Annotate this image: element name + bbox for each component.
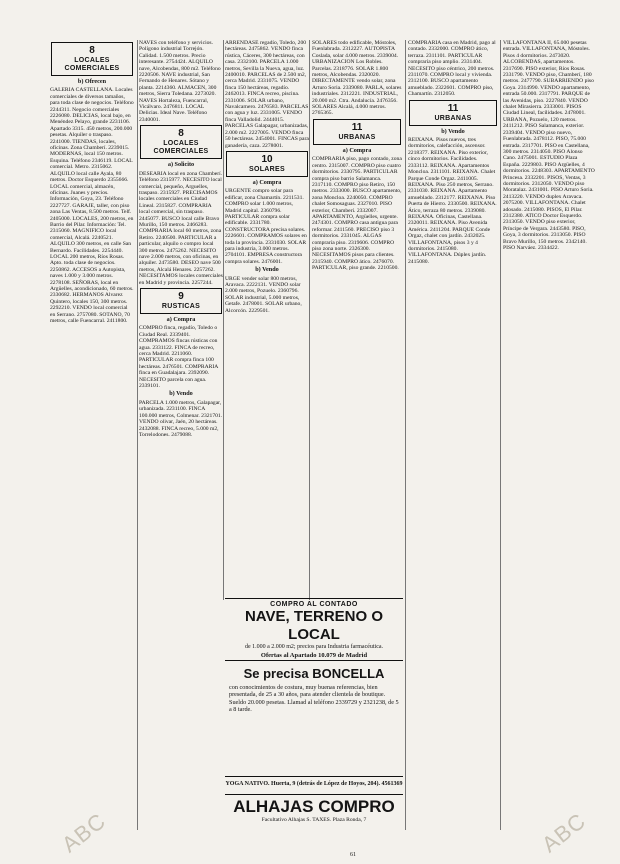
classified-column-4 <box>312 40 402 598</box>
subsection-heading: a) Compra <box>252 178 282 186</box>
classified-column-5 <box>408 40 498 830</box>
section-box-urbanas <box>409 100 497 126</box>
classified-text: SOLARES todo edificable, Móstoles, Fuenlabrada. 2312227. AUTOPISTA Coslada, solar 4.000 metros. 2339004. URBANIZACION Los Robles. Parcelas. 2318776. SOLAR 1.800 metros, Alcobendas. 2320020. DIRECTAMENTE vendo solar, zona Arturo Soria. 2339080. PARLA, solares industriales. 2312221. INDUSTRIAL, 20.000 m2. Ctra. Andalucía. 2476356. SOLARES Alcalá, 4.000 metros. 2765365. <box>312 40 402 117</box>
section-box-locales <box>140 125 222 159</box>
ad-text: con conocimientos de costura, muy buenas referencias, bien presentada, de 25 a 30 años, para atender clientela de boutique. Sueldo 20.000 pesetas. Llamad al teléfono 2339729 y 2321238, de 5 a 8 tarde. <box>229 684 399 714</box>
subsection-heading: a) Solicito <box>167 161 195 169</box>
ad-alhajas <box>225 794 403 831</box>
classified-column-1 <box>50 40 134 830</box>
section-title: LOCALES COMERCIALES <box>153 140 209 156</box>
ad-headline: ALHAJAS COMPRO <box>233 797 395 816</box>
classified-text: COMPRO finca, regadío, Toledo o Ciudad Real. 2339401. COMPRAMOS fincas rústicas con agua. 2331122. FINCA de recreo, cerca Madrid. 2211060. PARTICULAR compra finca 100 hectáreas. 2476501. COMPRARIA finca en Guadalajara. 2392090. NECESITO parcela con agua. 2339101. <box>139 325 218 390</box>
column-rule <box>223 40 224 600</box>
section-box-rusticas <box>140 288 222 314</box>
section-box-locales <box>51 42 133 76</box>
ad-headline: NAVE, TERRENO O LOCAL <box>244 608 384 643</box>
section-title: LOCALES COMERCIALES <box>64 57 120 72</box>
section-title: URBANAS <box>338 133 376 141</box>
abc-watermark: ABC <box>57 807 111 858</box>
classified-column-6 <box>503 40 595 830</box>
abc-watermark: ABC <box>537 807 591 858</box>
classified-text: URGE vender solar 800 metros, Aravaca. 2222131. VENDO solar 2.000 metros, Pozuelo. 2360796. SOLAR industrial, 5.000 metros, Getafe. 2478001. SOLAR urbano, Alcorcón. 2229501. <box>225 275 302 314</box>
column-rule <box>500 40 501 830</box>
ad-yoga <box>225 776 403 793</box>
subsection-heading: b) Ofrecen <box>77 78 107 85</box>
section-box-urbanas <box>313 119 401 145</box>
subsection-heading: b) Vendo <box>255 266 279 274</box>
classified-text: DESEARIA local en zona Chamberí. Teléfono 2315977. NECESITO local comercial, pequeño, Arguelles, traspaso. 2315927. PRECISAMOS locales comerciales en Ciudad Lineal. 2315827. COMPRARIA local comercial, sin traspaso. 2445077. BUSCO local calle Bravo Murillo, 150 metros. 2466283. COMPRARIA local 60 metros, zona Retiro. 2240500. PARTICULAR a particular, alquilo o compro local 300 metros. 2475262. NECESITO nave 2.000 metros, con oficinas, en alquiler. 2473580. DESEO nave 500 metros, Alcalá Henares. 2257262. NECESITAMOS locales comerciales en Madrid y provincia. 2257244. <box>139 170 223 286</box>
section-number: 10 <box>261 153 273 165</box>
section-title: RUSTICAS <box>161 303 201 310</box>
ad-contact: Ofertas al Apartado 10.079 de Madrid <box>260 652 368 659</box>
ad-boncella <box>225 660 403 774</box>
classified-text: COMPRARIA casa en Madrid, pago al contado. 2332000. COMPRO ático, terraza. 2311101. PARTICULAR compraría piso amplio. 2331404. NECESITO piso céntrico, 200 metros. 2311070. COMPRO local y vivienda. 2312100. BUSCO apartamento amueblado. 2322601. COMPRO piso, Chamartín. 2312050. <box>408 40 496 98</box>
section-number: 11 <box>447 102 459 114</box>
classified-text: VILLAFONTANA II, 65.000 pesetas entrada. VILLAFONTANA, Móstoles. Pisos 4 dormitorios. 2473020. ALCOBENDAS, apartamentos. 2317690. PISO exterior, Ríos Rosas. 2331790. VENDO piso, Chamberí, 180 metros. 2477790. SUBARRIENDO piso Goya. 2314990. VENDO apartamento, entrada 50.000. 2317791. PARQUE de las Avenidas, piso. 2227840. VENDO chalet Mirasierra. 2333001. PISOS Ciudad Lineal, facilidades. 2478001. URBANA, Pozuelo, 120 metros. 2411212. PISO Salamanca, exterior. 2339404. VENDO piso nuevo, Fuenlabrada. 2478112. PISO, 75.000 entrada. 2317701. PISO en Castellana, 300 metros. 2314050. PISO Alonso Cano. 2475001. ESTUDIO Plaza España. 2229803. PISO Argüelles, 4 dormitorios. 2248303. APARTAMENTO Princesa. 2332201. PISOS, Ventas, 3 dormitorios. 2312050. VENDO piso Moratalaz. 2431001. PISO Arturo Soria. 2413220. VENDO duplex Aravaca. 2075200. VILLAFONTANA. Chalet adosado. 2415080. PISOS, El Pilar. 2312380. ATICO Doctor Esquerdo. 2313050. VENDO piso exterior, Príncipe de Vergara. 2443580. PISO, Goya, 3 dormitorios. 2313050. PISO Bravo Murillo, 150 metros. 2342140. PISO Narváez. 2334422. <box>503 40 595 251</box>
classified-column-3 <box>225 40 309 598</box>
section-title: URBANAS <box>434 114 472 122</box>
classified-text: URGENTE compro solar para edificar, zona Chamartín. 2211531. COMPRO solar 1.000 metros, Madrid capital. 2360796. PARTICULAR compra solar edificable. 2331780. CONSTRUCTORA precisa solares. 2226601. COMPRAMOS solares en toda la provincia. 2331030. SOLAR para industria, 3.000 metros. 2704101. EMPRESA constructora compra solares. 2476001. <box>225 188 307 265</box>
ad-header: COMPRO AL CONTADO <box>270 601 358 608</box>
ad-text: de 1.000 a 2.000 m2; precios para Industria farmacéutica. <box>244 644 384 650</box>
classified-text: ARRENDASE regadío, Toledo, 200 hectáreas. 2475862. VENDO finca rústica, Cáceres, 300 hectáreas, con casa. 2332100. PARCELA 1.000 metros, Sevilla la Nueva, agua, luz. 2400010. PARCELAS de 2.500 m2, cerca Madrid. 2331075. VENDO finca 150 hectáreas, regadío. 2462013. FINCA recreo, piscina. 2331006. SOLAR urbano, Navalcarnero. 2476583. PARCELAS con agua y luz. 2331005. VENDO finca Valladolid. 2444015. PARCELAS Galapagar, urbanizadas, 2.000 m2. 2227005. VENDO finca 50 hectáreas. 2454001. FINCAS para ganadería, caza. 2278001. <box>225 40 309 149</box>
ad-compro-nave <box>225 598 403 659</box>
section-box-solares <box>226 151 308 177</box>
classified-text: GALERIA CASTELLANA. Locales comerciales de diversos tamaños, para toda clase de negocios. Teléfono 2244311. Negocio comerciales 2226080. DELICIAS, local bajo, en Menéndez Pelayo, grande 2231106. Apartado 3315. 450 metros, 200.000 pesetas. Alquiler o traspaso. 2241000. TIENDAS, locales, oficinas. Zona Chamberí. 2239015. MODERNAS, local 150 metros. Esquina. Teléfono 2346119. LOCAL comercial. Metro. 2315062. ALQUILO local calle Ayala, 80 metros. Doctor Esquerdo 2355666. LOCAL comercial, almacén, oficinas. Juanes y precios. Información, Goya, 23. Teléfono 2227727. GARAJE, taller, con piso zona Las Ventas, 8.500 metros. Telf. 2405000. LOCALES, 200 metros, en Barrio del Pilar. Información: Tel. 2315060. MAGNIFICO local comercial, Alcalá. 2240521. ALQUILO 300 metros, en calle San Bernardo. Facilidades. 2254440. LOCAL 200 metros, Ríos Rosas. Apto. toda clase de negocios. 2250862. ACCESOS a Autopista, naves 1.000 y 3.000 metros. 2278108. SEÑORAS, local en Argüelles, acondicionado, 60 metros. 2330682. HERMANOS Alvarez Quintero, locales 150, 300 metros. 2292210. VENDO local comercial en Serrano. 2757080. SOTANO, 70 metros, calle Fuencarral. 2411800. <box>50 87 134 325</box>
column-rule <box>137 40 138 830</box>
ad-text: Facultativo Alhajas S. TAXES. Plaza Ronda, 7 <box>261 817 367 823</box>
subsection-heading: b) Vendo <box>169 390 193 398</box>
classified-text: PARCELA 1.000 metros, Galapagar, urbanizada. 2231100. FINCA 100.000 metros, Colmenar. 2321701. VENDO olivar, Jaén, 20 hectáreas. 2432088. FINCA recreo, 5.000 m2, Torrelodones. 2479088. <box>139 399 223 438</box>
page-number: 61 <box>350 852 356 858</box>
section-title: SOLARES <box>249 165 285 173</box>
section-number: 9 <box>178 291 184 302</box>
ad-text: YOGA NATIVO. Huerta, 9 (detrás de López de Hoyos, 204). 4561369 <box>225 781 403 787</box>
column-rule <box>309 40 310 600</box>
classified-text: NAVES con teléfono y servicios. Polígono industrial Torrejón. Calidad. 1.500 metros. Precio interesante. 2754424. ALQUILO nave, Alcobendas, 800 m2. Teléfono 2220506. NAVE industrial, San Fernando de Henares. Sótano y planta. 2214360. ALMACEN, 300 metros, Sierra Toledana. 2273020. NAVES Hortaleza, Fuencarral, Vicálvaro. 2476811. LOCAL Delicias. Ideal Nave. Teléfono 2340001. <box>139 40 221 123</box>
subsection-heading: a) Compra <box>166 316 196 323</box>
section-number: 8 <box>89 45 95 56</box>
ad-headline: Se precisa BONCELLA <box>243 666 385 681</box>
column-rule <box>405 40 406 830</box>
section-number: 11 <box>351 121 363 133</box>
subsection-heading: b) Vendo <box>441 127 465 135</box>
classified-text: REIXANA. Pisos nuevos, tres dormitorios, calefacción, ascensor. 2218377. REIXANA. Piso exterior, cinco dormitorios. Facilidades. 2333112. REIXANA. Apartamentos Moncloa. 2311101. REIXANA. Chalet Parque Conde Orgaz. 2411005. REIXANA. Piso 250 metros, Serrano. 2331030. REIXANA. Apartamento amueblado. 2312177. REIXANA. Piso Puerta de Hierro. 2330500. REIXANA. Ático, terraza 80 metros. 2339080. REIXANA. Oficinas, Castellana. 2320011. REIXANA. Piso Avenida América. 2411204. PARQUE Conde Orgaz, chalet con jardín. 2432025. VILLAFONTANA, pisos 3 y 4 dormitorios. 2415080. VILLAFONTANA. Dúplex jardín. 2415080. <box>408 137 497 265</box>
classified-column-2 <box>139 40 223 830</box>
subsection-heading: a) Compra <box>342 146 372 154</box>
section-number: 8 <box>178 128 184 140</box>
classified-text: COMPRARIA piso, pago contado, zona centro. 2315007. COMPRO piso cuatro dormitorios. 2330795. PARTICULAR compra piso barrio Salamanca. 2317110. COMPRO piso Retiro, 150 metros. 2333000. BUSCO apartamento, zona Moncloa. 2240050. COMPRO chalet Somosaguas. 2327010. PISO exterior, Chamberí. 2332007. APARTAMENTO, Argüelles, urgente. 2474301. COMPRO casa antigua para reformar. 2411560. PRECISO piso 3 dormitorios. 2331045. ALGAS compraría piso. 2319606. COMPRO piso zona norte. 2326300. NECESITAMOS pisos para clientes. 2315940. COMPRO ático. 2476070. PARTICULAR, piso grande. 2210500. <box>312 156 402 272</box>
